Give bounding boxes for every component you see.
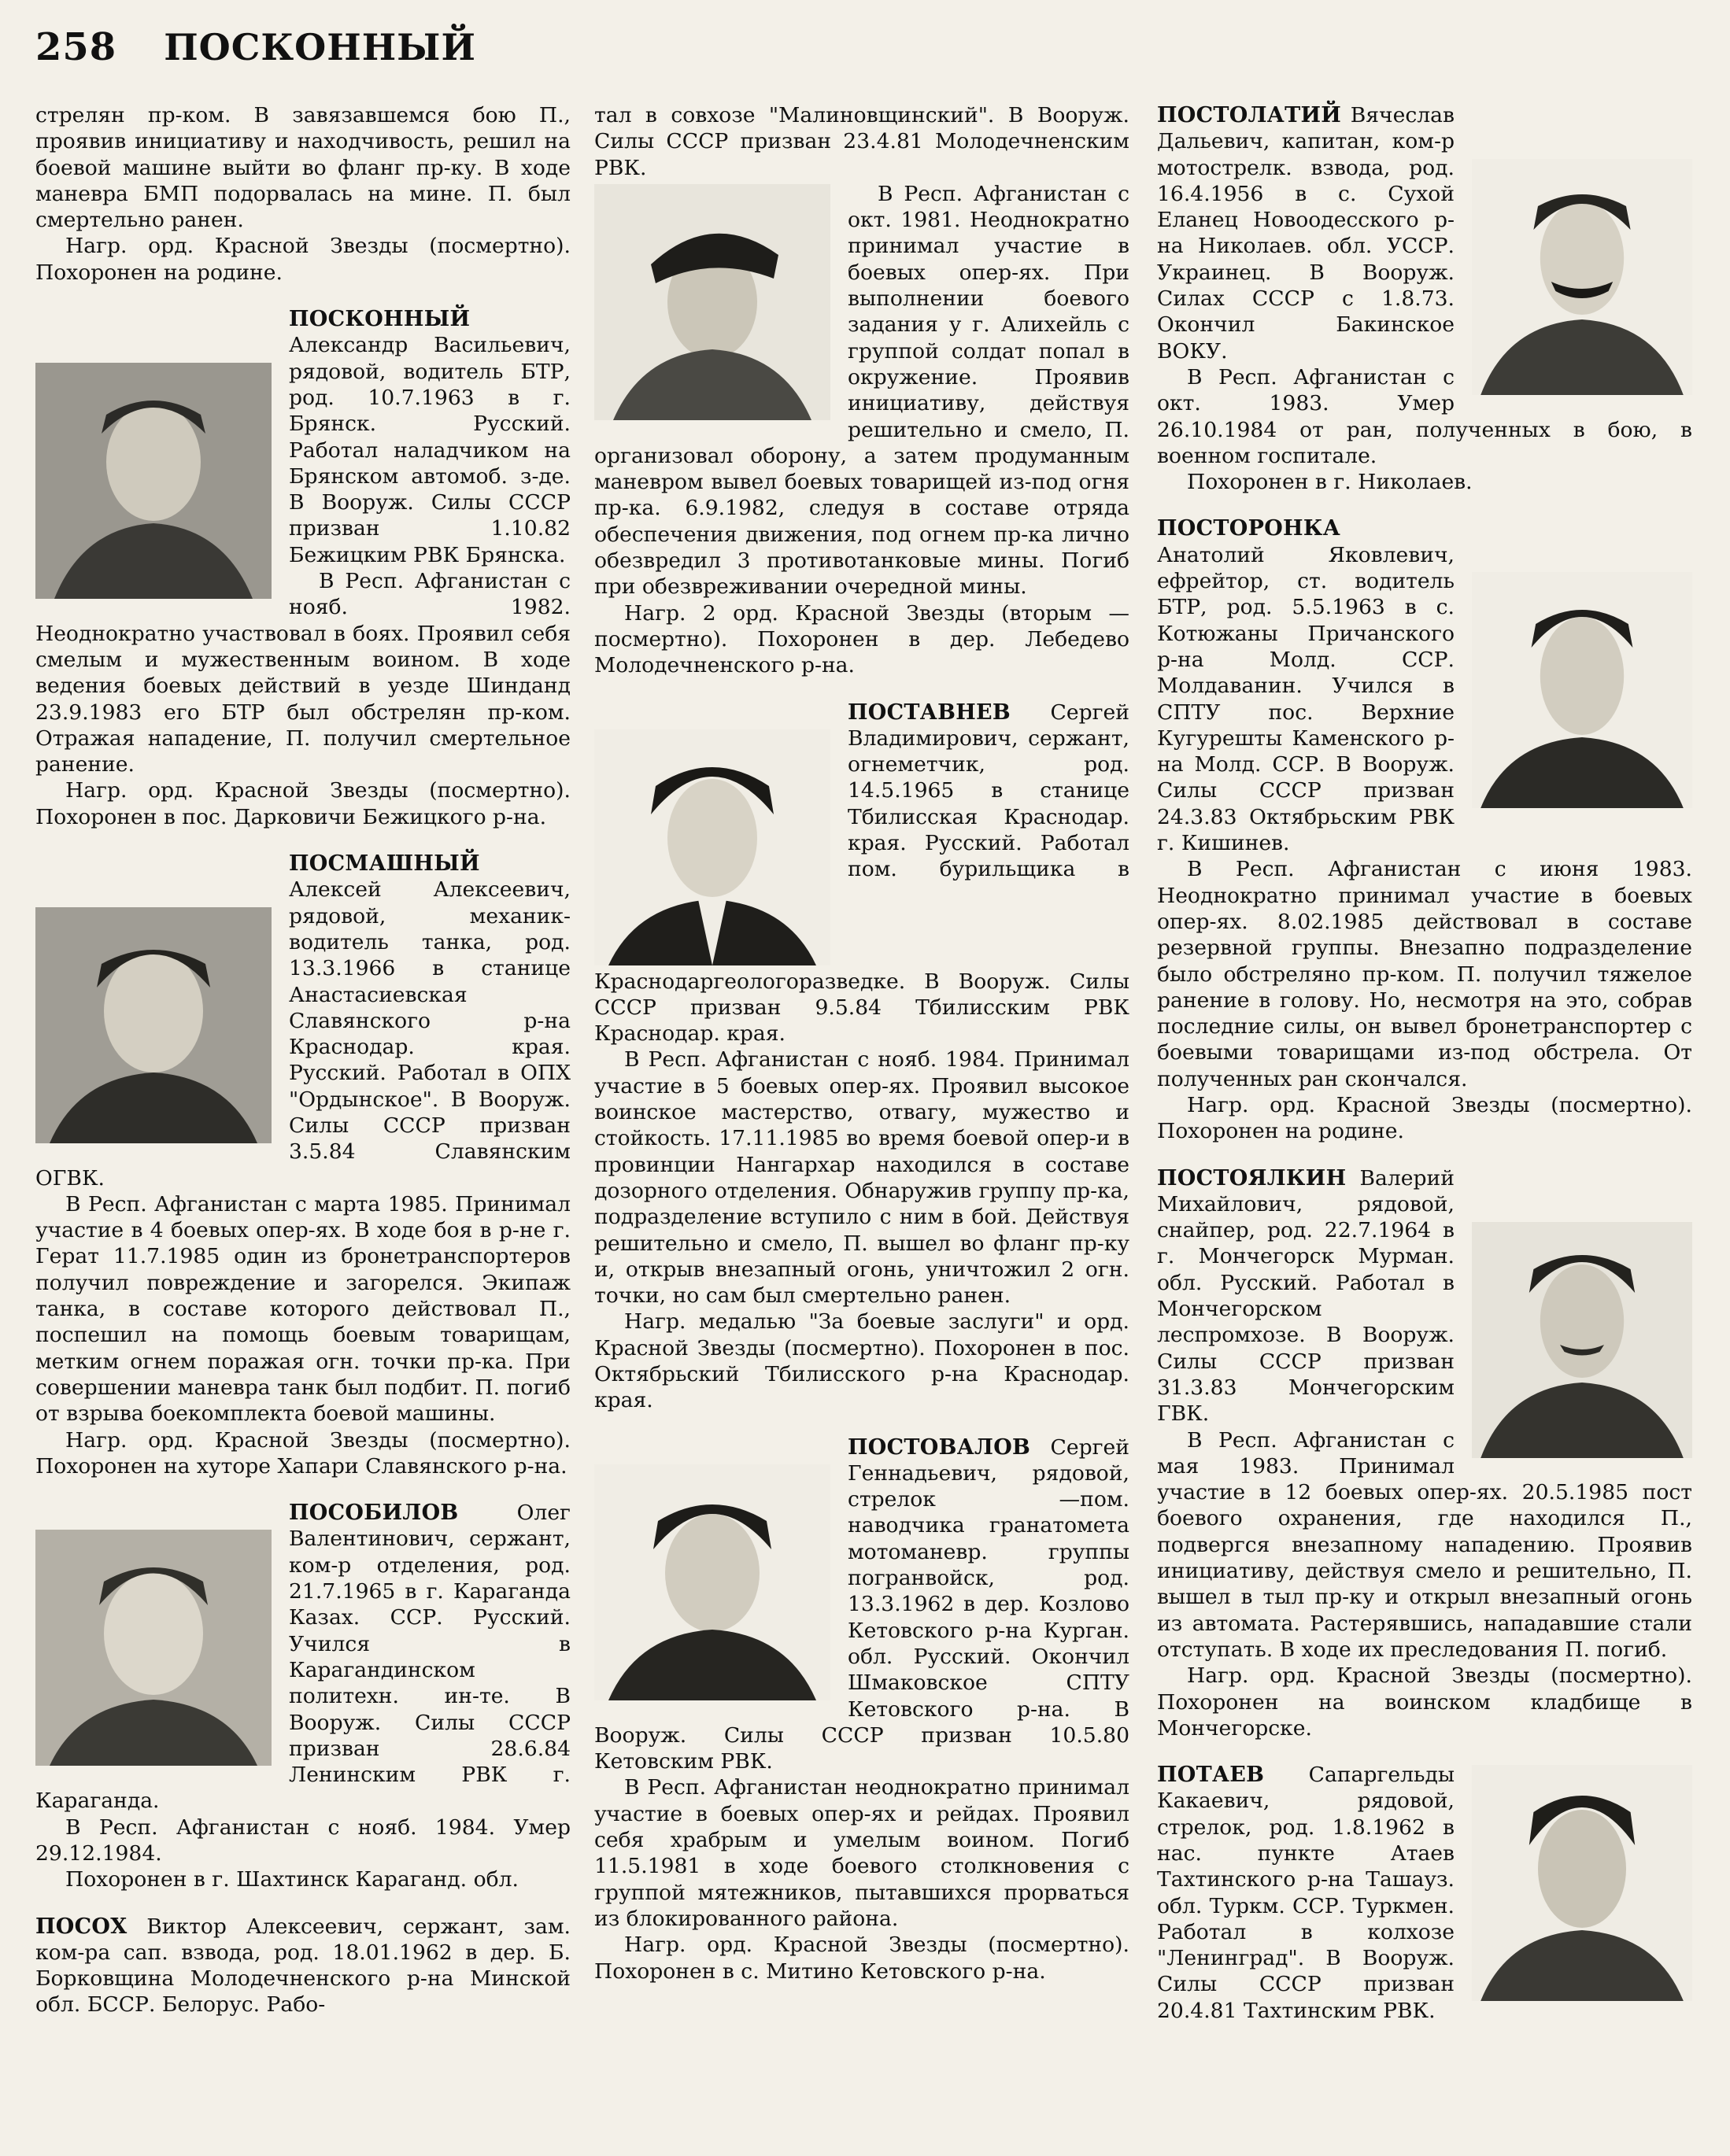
entry-posokh	[35, 1914, 571, 2018]
entry-name: ПОСТОВАЛОВ	[848, 1434, 1031, 1460]
entry-name: ПОСОБИЛОВ	[289, 1501, 459, 1526]
entry-text: Сапаргельды Какаевич, рядовой, стрелок, род. 1.8.1962 в нас. пункте Атаев Тахтинского р-на Ташауз. обл. Туркм. ССР. Туркмен. Работал в колхозе "Ленинград". В Вооруж. Силы СССР призван 20.4.81 Тахтинским РВК.	[1157, 1763, 1455, 2023]
entry-continued	[594, 102, 1129, 679]
portrait-photo	[1472, 1222, 1692, 1458]
entry-text: тал в совхозе "Малиновщинский". В Вооруж. Силы СССР призван 23.4.81 Молодечненским РВК.	[594, 103, 1129, 180]
entry-service: В Респ. Афганистан с мая 1983. Принимал участие в 12 боевых опер-ях. 20.5.1985 пост боевого охранения, где находился П., подвергся внезапному нападению. Проявив инициативу, действуя смело и решительно, П. вышел в тыл пр-ку и открыл внезапный огонь из автомата. Растерявшись, нападавшие стали отступать. В ходе их преследования П. погиб.	[1157, 1427, 1692, 1662]
entry-posmashny	[35, 851, 571, 1479]
entry-award: Нагр. орд. Красной Звезды (посмертно). Похоронен в пос. Дарковичи Бежицкого р-на.	[35, 778, 571, 829]
entry-text: Анатолий Яковлевич, ефрейтор, ст. водитель БТР, род. 5.5.1963 в с. Котюжаны Причанского р-на Молд. ССР. Молдаванин. Учился в СПТУ пос. Верхние Кугурешты Каменского р-на Молд. ССР. В Вооруж. Силы СССР призван 24.3.83 Октябрьским РВК г. Кишинев.	[1157, 542, 1455, 856]
portrait-photo	[35, 363, 272, 599]
entry-postolatiy	[1157, 102, 1692, 495]
portrait-photo	[594, 729, 830, 965]
page-header	[35, 25, 476, 80]
entry-service: В Респ. Афганистан с марта 1985. Принимал участие в 4 боевых опер-ях. В ходе боя в р-не г. Герат 11.7.1985 один из бронетранспортеров получил повреждение и загорелся. Экипаж танка, в составе которого действовал П., поспешил на помощь боевым товарищам, метким огнем поражая огн. точки пр-ка. При совершении маневра танк был подбит. П. погиб от взрыва боекомплекта боевой машины.	[35, 1191, 571, 1427]
column-1	[35, 102, 571, 2018]
portrait-photo	[1472, 572, 1692, 808]
entry-award: Нагр. 2 орд. Красной Звезды (вторым — посмертно). Похоронен в дер. Лебедево Молодечненского р-на.	[594, 600, 1129, 678]
running-head: ПОСКОННЫЙ	[164, 26, 476, 68]
entry-award: Нагр. орд. Красной Звезды (посмертно). Похоронен в с. Митино Кетовского р-на.	[594, 1933, 1129, 1984]
entry-name: ПОСКОННЫЙ	[289, 307, 471, 332]
entry-name: ПОТАЕВ	[1157, 1763, 1265, 1788]
entry-award: Нагр. медалью "За боевые заслуги" и орд. Красной Звезды (посмертно). Похоронен в пос. Октябрьский Тбилисского р-на Краснодар. края.	[594, 1309, 1129, 1413]
entry-text: Алексей Алексеевич, рядовой, механик-водитель танка, род. 13.3.1966 в станице Анастасиевская Славянского р-на Краснодар. края. Русский. Работал в ОПХ "Ордынское". В Вооруж. Силы СССР призван 3.5.84 Славянским ОГВК.	[35, 877, 571, 1191]
entry-name: ПОСТОРОНКА	[1157, 516, 1341, 541]
entry-text: Валерий Михайлович, рядовой, снайпер, род. 22.7.1964 в г. Мончегорск Мурман. обл. Русский. Работал в Мончегорском леспромхозе. В Вооруж. Силы СССР призван 31.3.83 Мончегорским ГВК.	[1157, 1165, 1455, 1427]
entry-potaev	[1157, 1762, 1692, 2024]
entry-service: В Респ. Афганистан с нояб. 1984. Умер 29.12.1984.	[35, 1815, 571, 1866]
entry-text: Сергей Геннадьевич, рядовой, стрелок —пом. наводчика гранатомета мотоманевр. группы погранвойск, род. 13.3.1962 в дер. Козлово Кетовского р-на Курган. обл. Русский. Окончил Шмаковское СПТУ Кетовского р-на. В Вооруж. Силы СССР призван 10.5.80 Кетовским РВК.	[594, 1434, 1129, 1774]
portrait-photo	[35, 1530, 272, 1766]
entry-postoyalkin	[1157, 1165, 1692, 1742]
entry-postavnev	[594, 700, 1129, 1414]
entry-service: В Респ. Афганистан с нояб. 1982. Неоднократно участвовал в боях. Проявил себя смелым и мужественным воином. В ходе ведения боевых действий в уезде Шинданд 23.9.1983 его БТР был обстрелян пр-ком. Отражая нападение, П. получил смертельное ранение.	[35, 569, 571, 777]
entry-text: Александр Васильевич, рядовой, водитель БТР, род. 10.7.1963 в г. Брянск. Русский. Работал наладчиком на Брянском автомоб. з-де. В Вооруж. Силы СССР призван 1.10.82 Бежицким РВК Брянска.	[289, 333, 571, 567]
entry-name: ПОСОХ	[35, 1914, 128, 1939]
entry-award: Нагр. орд. Красной Звезды (посмертно). Похоронен на хуторе Хапари Славянского р-на.	[35, 1427, 571, 1479]
portrait-photo	[1472, 1765, 1692, 2001]
entry-posobilov	[35, 1500, 571, 1892]
entry-award: Похоронен в г. Николаев.	[1187, 470, 1473, 495]
entry-text: Виктор Алексеевич, сержант, зам. ком-ра сап. взвода, род. 18.01.1962 в дер. Б. Борковщина Молодечненского р-на Минской обл. БССР. Белорус. Рабо-	[35, 1914, 571, 2018]
entry-text: стрелян пр-ком. В завязавшемся бою П., проявив инициативу и находчивость, решил на боевой машине выйти во фланг пр-ку. В ходе маневра БМП подорвалась на мине. П. был смертельно ранен.	[35, 103, 571, 233]
entry-poskonny	[35, 306, 571, 830]
entry-name: ПОСТОЯЛКИН	[1157, 1165, 1347, 1191]
entry-service: В Респ. Афганистан с окт. 1981. Неоднократно принимал участие в боевых опер-ях. При выполнении боевого задания у г. Алихейль с группой солдат попал в окружение. Проявив инициативу, действуя решительно и смело, П. организовал оборону, а затем продуманным маневром вывел боевых товарищей из-под огня пр-ка. 6.9.1982, следуя в составе отряда обеспечения движения, под огнем пр-ка лично обезвредил 3 противотанковые мины. Погиб при обезвреживании очередной мины.	[594, 181, 1129, 600]
entry-award: Похоронен в г. Шахтинск Караганд. обл.	[65, 1867, 519, 1892]
entry-service: В Респ. Афганистан с окт. 1983. Умер 26.10.1984 от ран, полученных в бою, в военном госпитале.	[1157, 364, 1692, 468]
entry-continued	[35, 102, 571, 286]
column-2	[594, 102, 1129, 1984]
page-number: 258	[35, 25, 117, 69]
portrait-photo	[594, 1464, 830, 1700]
entry-service: В Респ. Афганистан с нояб. 1984. Принимал участие в 5 боевых опер-ях. Проявил высокое воинское мастерство, отвагу, мужество и стойкость. 17.11.1985 во время боевой опер-и в провинции Нангархар находился в составе дозорного отделения. Обнаружив группу пр-ка, подразделение вступило с ним в бой. Действуя решительно и смело, П. вышел во фланг пр-ку и, открыв внезапный огонь, уничтожил 2 огн. точки, но сам был смертельно ранен.	[594, 1047, 1129, 1309]
entry-text: Сергей Владимирович, сержант, огнеметчик, род. 14.5.1965 в станице Тбилисская Краснодар. края. Русский. Работал пом. бурильщика в Краснодаргеологоразведке. В Вооруж. Силы СССР призван 9.5.84 Тбилисским РВК Краснодар. края.	[594, 700, 1129, 1047]
entry-service: В Респ. Афганистан с июня 1983. Неоднократно принимал участие в боевых опер-ях. 8.02.1985 действовал в составе резервной группы. Внезапно подразделение было обстреляно пр-ком. П. получил тяжелое ранение в голову. Но, несмотря на это, собрав последние силы, он вывел бронетранспортер с боевыми товарищами из-под обстрела. От полученных ран скончался.	[1157, 857, 1692, 1091]
entry-postoronka	[1157, 515, 1692, 1144]
entry-award: Нагр. орд. Красной Звезды (посмертно). Похоронен на родине.	[35, 234, 571, 285]
portrait-photo	[35, 907, 272, 1143]
entry-text: Вячеслав Дальевич, капитан, ком-р мотострелк. взвода, род. 16.4.1956 в с. Сухой Еланец Новоодесского р-на Николаев. обл. УССР. Украинец. В Вооруж. Силах СССР с 1.8.73. Окончил Бакинское ВОКУ.	[1157, 103, 1455, 364]
portrait-photo	[1472, 159, 1692, 395]
entry-name: ПОСМАШНЫЙ	[289, 851, 480, 877]
entry-name: ПОСТАВНЕВ	[848, 700, 1011, 725]
entry-postovalov	[594, 1434, 1129, 1984]
entry-award: Нагр. орд. Красной Звезды (посмертно). Похоронен на родине.	[1157, 1092, 1692, 1144]
entry-service: В Респ. Афганистан неоднократно принимал участие в боевых опер-ях и рейдах. Проявил себя храбрым и умелым воином. Погиб 11.5.1981 в ходе боевого столкновения с группой мятежников, пытавшихся прорваться из блокированного района.	[594, 1775, 1129, 1931]
entry-text: Олег Валентинович, сержант, ком-р отделения, род. 21.7.1965 в г. Караганда Казах. ССР. Русский. Учился в Карагандинском политехн. ин-те. В Вооруж. Силы СССР призван 28.6.84 Ленинским РВК г. Караганда.	[35, 1501, 571, 1814]
entry-award: Нагр. орд. Красной Звезды (посмертно). Похоронен на воинском кладбище в Мончегорске.	[1157, 1663, 1692, 1741]
portrait-photo	[594, 184, 830, 420]
entry-name: ПОСТОЛАТИЙ	[1157, 103, 1342, 127]
column-3	[1157, 102, 1692, 2024]
